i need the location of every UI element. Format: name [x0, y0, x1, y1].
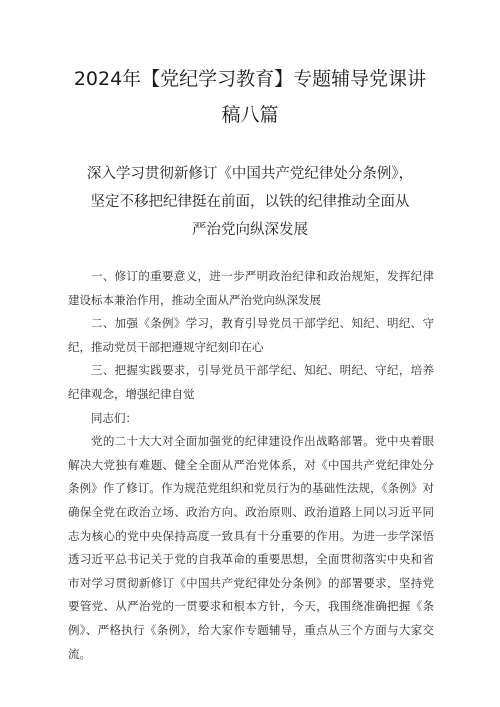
- document-title-line-2: 稿八篇: [221, 104, 279, 126]
- document-body: [68, 265, 434, 666]
- subtitle-line-3: 严治党向纵深发展: [192, 222, 308, 238]
- subtitle-line-1: 深入学习贯彻新修订《中国共产党纪律处分条例》，: [86, 166, 414, 182]
- paragraph-intro: 党的二十大大对全面加强党的纪律建设作出战略部署。党中央着眼解决大党独有难题、健全全面从严治党体系，对《中国共产党纪律处分条例》作了修订。作为规范党组织和党员行为的基础性法规，《条例》对确保全党在政治立场、政治方向、政治原则、政治道路上同以习近平同志为核心的党中央保持高度一致具有十分重要的作用。为进一步学深悟透习近平总书记关于党的自我革命的重要思想，全面贯彻落实中央和省市对学习贯彻新修订《中国共产党纪律处分条例》的部署要求，坚持党要管党、从严治党的一贯要求和根本方针，今天，我围绕准确把握《条例》、严格执行《条例》，给大家作专题辅导，重点从三个方面与大家交流。: [68, 434, 434, 661]
- paragraph-outline-2: 二、加强《条例》学习，教育引导党员干部学纪、知纪、明纪、守纪，推动党员干部把遵规守纪刻印在心: [68, 316, 434, 354]
- document-title-line-1: 2024年【党纪学习教育】专题辅导党课讲: [73, 68, 427, 90]
- paragraph-outline-1: 一、修订的重要意义，进一步严明政治纪律和政治规矩，发挥纪律建设标本兼治作用，推动全面从严治党向纵深发展: [68, 269, 434, 307]
- paragraph-outline-3: 三、把握实践要求，引导党员干部学纪、知纪、明纪、守纪，培养纪律观念，增强纪律自觉: [68, 363, 434, 401]
- subtitle-line-2: 坚定不移把纪律挺在前面，以铁的纪律推动全面从: [90, 194, 410, 210]
- paragraph-salutation: 同志们：: [91, 410, 137, 425]
